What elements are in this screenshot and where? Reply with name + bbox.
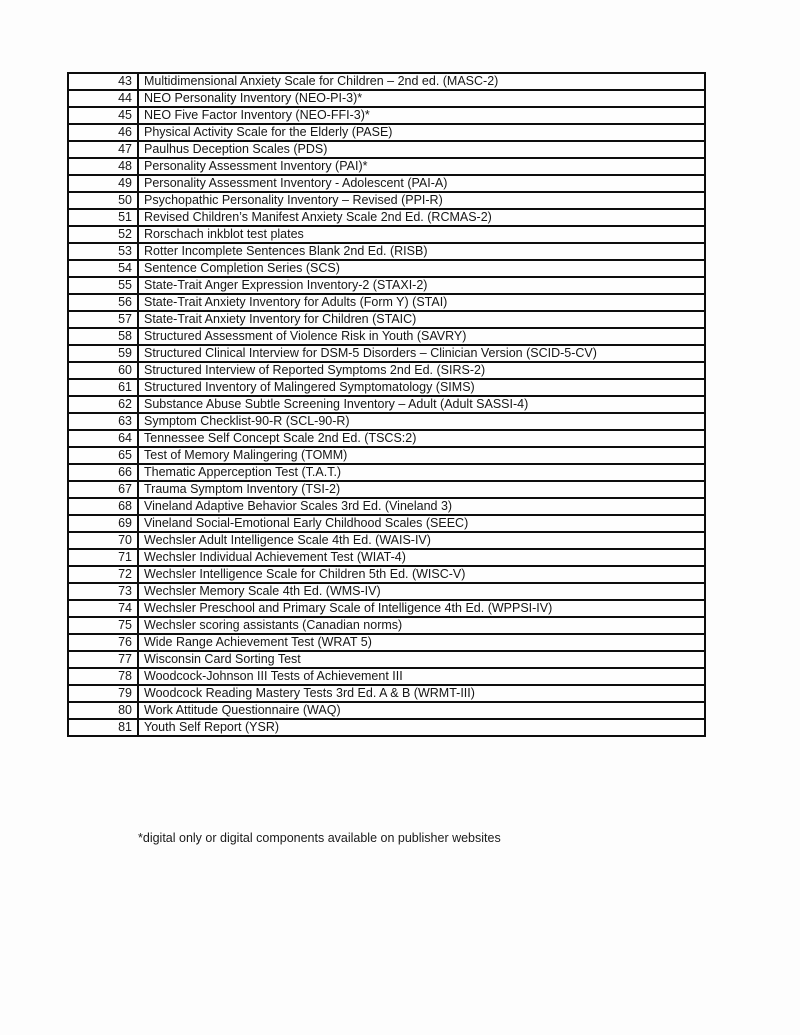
row-test-name: Woodcock-Johnson III Tests of Achievement III (138, 668, 705, 685)
row-number: 77 (68, 651, 138, 668)
tests-table (67, 72, 706, 737)
row-number: 68 (68, 498, 138, 515)
row-number: 74 (68, 600, 138, 617)
table-row (68, 158, 705, 175)
table-row (68, 583, 705, 600)
row-number: 69 (68, 515, 138, 532)
row-number: 61 (68, 379, 138, 396)
row-test-name: Youth Self Report (YSR) (138, 719, 705, 736)
row-number: 54 (68, 260, 138, 277)
row-test-name: Trauma Symptom Inventory (TSI-2) (138, 481, 705, 498)
row-test-name: Wide Range Achievement Test (WRAT 5) (138, 634, 705, 651)
row-test-name: Psychopathic Personality Inventory – Revised (PPI-R) (138, 192, 705, 209)
row-test-name: Wechsler Adult Intelligence Scale 4th Ed. (WAIS-IV) (138, 532, 705, 549)
row-number: 60 (68, 362, 138, 379)
table-row (68, 498, 705, 515)
table-row (68, 362, 705, 379)
row-number: 71 (68, 549, 138, 566)
row-number: 62 (68, 396, 138, 413)
row-test-name: NEO Personality Inventory (NEO-PI-3)* (138, 90, 705, 107)
table-row (68, 311, 705, 328)
row-test-name: Symptom Checklist-90-R (SCL-90-R) (138, 413, 705, 430)
row-number: 45 (68, 107, 138, 124)
row-test-name: Wisconsin Card Sorting Test (138, 651, 705, 668)
table-row (68, 685, 705, 702)
row-number: 59 (68, 345, 138, 362)
row-number: 47 (68, 141, 138, 158)
table-row (68, 549, 705, 566)
row-number: 52 (68, 226, 138, 243)
row-test-name: Wechsler scoring assistants (Canadian norms) (138, 617, 705, 634)
row-number: 70 (68, 532, 138, 549)
table-row (68, 294, 705, 311)
row-test-name: Structured Assessment of Violence Risk in Youth (SAVRY) (138, 328, 705, 345)
row-number: 48 (68, 158, 138, 175)
table-row (68, 617, 705, 634)
row-test-name: Wechsler Memory Scale 4th Ed. (WMS-IV) (138, 583, 705, 600)
row-test-name: Paulhus Deception Scales (PDS) (138, 141, 705, 158)
row-number: 51 (68, 209, 138, 226)
table-row (68, 73, 705, 90)
table-row (68, 566, 705, 583)
table-row (68, 328, 705, 345)
row-number: 49 (68, 175, 138, 192)
row-test-name: State-Trait Anger Expression Inventory-2 (STAXI-2) (138, 277, 705, 294)
row-number: 65 (68, 447, 138, 464)
table-row (68, 413, 705, 430)
row-number: 56 (68, 294, 138, 311)
table-row (68, 209, 705, 226)
row-test-name: Tennessee Self Concept Scale 2nd Ed. (TSCS:2) (138, 430, 705, 447)
row-test-name: Physical Activity Scale for the Elderly (PASE) (138, 124, 705, 141)
table-row (68, 107, 705, 124)
footnote: *digital only or digital components available on publisher websites (138, 831, 501, 845)
row-number: 50 (68, 192, 138, 209)
row-number: 78 (68, 668, 138, 685)
table-row (68, 430, 705, 447)
table-row (68, 481, 705, 498)
row-test-name: Rorschach inkblot test plates (138, 226, 705, 243)
table-row (68, 124, 705, 141)
table-row (68, 277, 705, 294)
row-number: 64 (68, 430, 138, 447)
table-row (68, 243, 705, 260)
row-number: 73 (68, 583, 138, 600)
table-row (68, 464, 705, 481)
row-number: 46 (68, 124, 138, 141)
table-row (68, 532, 705, 549)
table-row (68, 396, 705, 413)
table-row (68, 719, 705, 736)
row-test-name: State-Trait Anxiety Inventory for Adults (Form Y) (STAI) (138, 294, 705, 311)
row-test-name: Wechsler Preschool and Primary Scale of Intelligence 4th Ed. (WPPSI-IV) (138, 600, 705, 617)
row-test-name: Wechsler Intelligence Scale for Children 5th Ed. (WISC-V) (138, 566, 705, 583)
row-number: 44 (68, 90, 138, 107)
table-row (68, 192, 705, 209)
row-test-name: Personality Assessment Inventory (PAI)* (138, 158, 705, 175)
row-test-name: Woodcock Reading Mastery Tests 3rd Ed. A & B (WRMT-III) (138, 685, 705, 702)
row-test-name: Structured Clinical Interview for DSM-5 Disorders – Clinician Version (SCID-5-CV) (138, 345, 705, 362)
table-row (68, 379, 705, 396)
table-row (68, 447, 705, 464)
table-row (68, 141, 705, 158)
row-test-name: Wechsler Individual Achievement Test (WIAT-4) (138, 549, 705, 566)
row-test-name: Revised Children’s Manifest Anxiety Scale 2nd Ed. (RCMAS-2) (138, 209, 705, 226)
table-row (68, 634, 705, 651)
row-number: 53 (68, 243, 138, 260)
row-test-name: Work Attitude Questionnaire (WAQ) (138, 702, 705, 719)
row-test-name: Vineland Social-Emotional Early Childhood Scales (SEEC) (138, 515, 705, 532)
row-test-name: NEO Five Factor Inventory (NEO-FFI-3)* (138, 107, 705, 124)
row-test-name: Vineland Adaptive Behavior Scales 3rd Ed. (Vineland 3) (138, 498, 705, 515)
table-row (68, 90, 705, 107)
row-number: 75 (68, 617, 138, 634)
row-test-name: Personality Assessment Inventory - Adolescent (PAI-A) (138, 175, 705, 192)
row-test-name: State-Trait Anxiety Inventory for Children (STAIC) (138, 311, 705, 328)
row-number: 67 (68, 481, 138, 498)
table-row (68, 515, 705, 532)
row-number: 55 (68, 277, 138, 294)
row-number: 43 (68, 73, 138, 90)
table-row (68, 702, 705, 719)
row-number: 80 (68, 702, 138, 719)
table-row (68, 345, 705, 362)
table-row (68, 226, 705, 243)
row-number: 58 (68, 328, 138, 345)
row-number: 57 (68, 311, 138, 328)
table-row (68, 600, 705, 617)
table-row (68, 651, 705, 668)
row-test-name: Thematic Apperception Test (T.A.T.) (138, 464, 705, 481)
row-test-name: Test of Memory Malingering (TOMM) (138, 447, 705, 464)
row-test-name: Sentence Completion Series (SCS) (138, 260, 705, 277)
row-test-name: Structured Inventory of Malingered Symptomatology (SIMS) (138, 379, 705, 396)
row-number: 81 (68, 719, 138, 736)
row-test-name: Rotter Incomplete Sentences Blank 2nd Ed. (RISB) (138, 243, 705, 260)
row-number: 72 (68, 566, 138, 583)
tests-table-body (68, 73, 705, 736)
table-row (68, 260, 705, 277)
row-test-name: Multidimensional Anxiety Scale for Children – 2nd ed. (MASC-2) (138, 73, 705, 90)
table-row (68, 175, 705, 192)
row-test-name: Substance Abuse Subtle Screening Inventory – Adult (Adult SASSI-4) (138, 396, 705, 413)
table-row (68, 668, 705, 685)
row-number: 79 (68, 685, 138, 702)
row-number: 76 (68, 634, 138, 651)
row-number: 63 (68, 413, 138, 430)
row-number: 66 (68, 464, 138, 481)
row-test-name: Structured Interview of Reported Symptoms 2nd Ed. (SIRS-2) (138, 362, 705, 379)
